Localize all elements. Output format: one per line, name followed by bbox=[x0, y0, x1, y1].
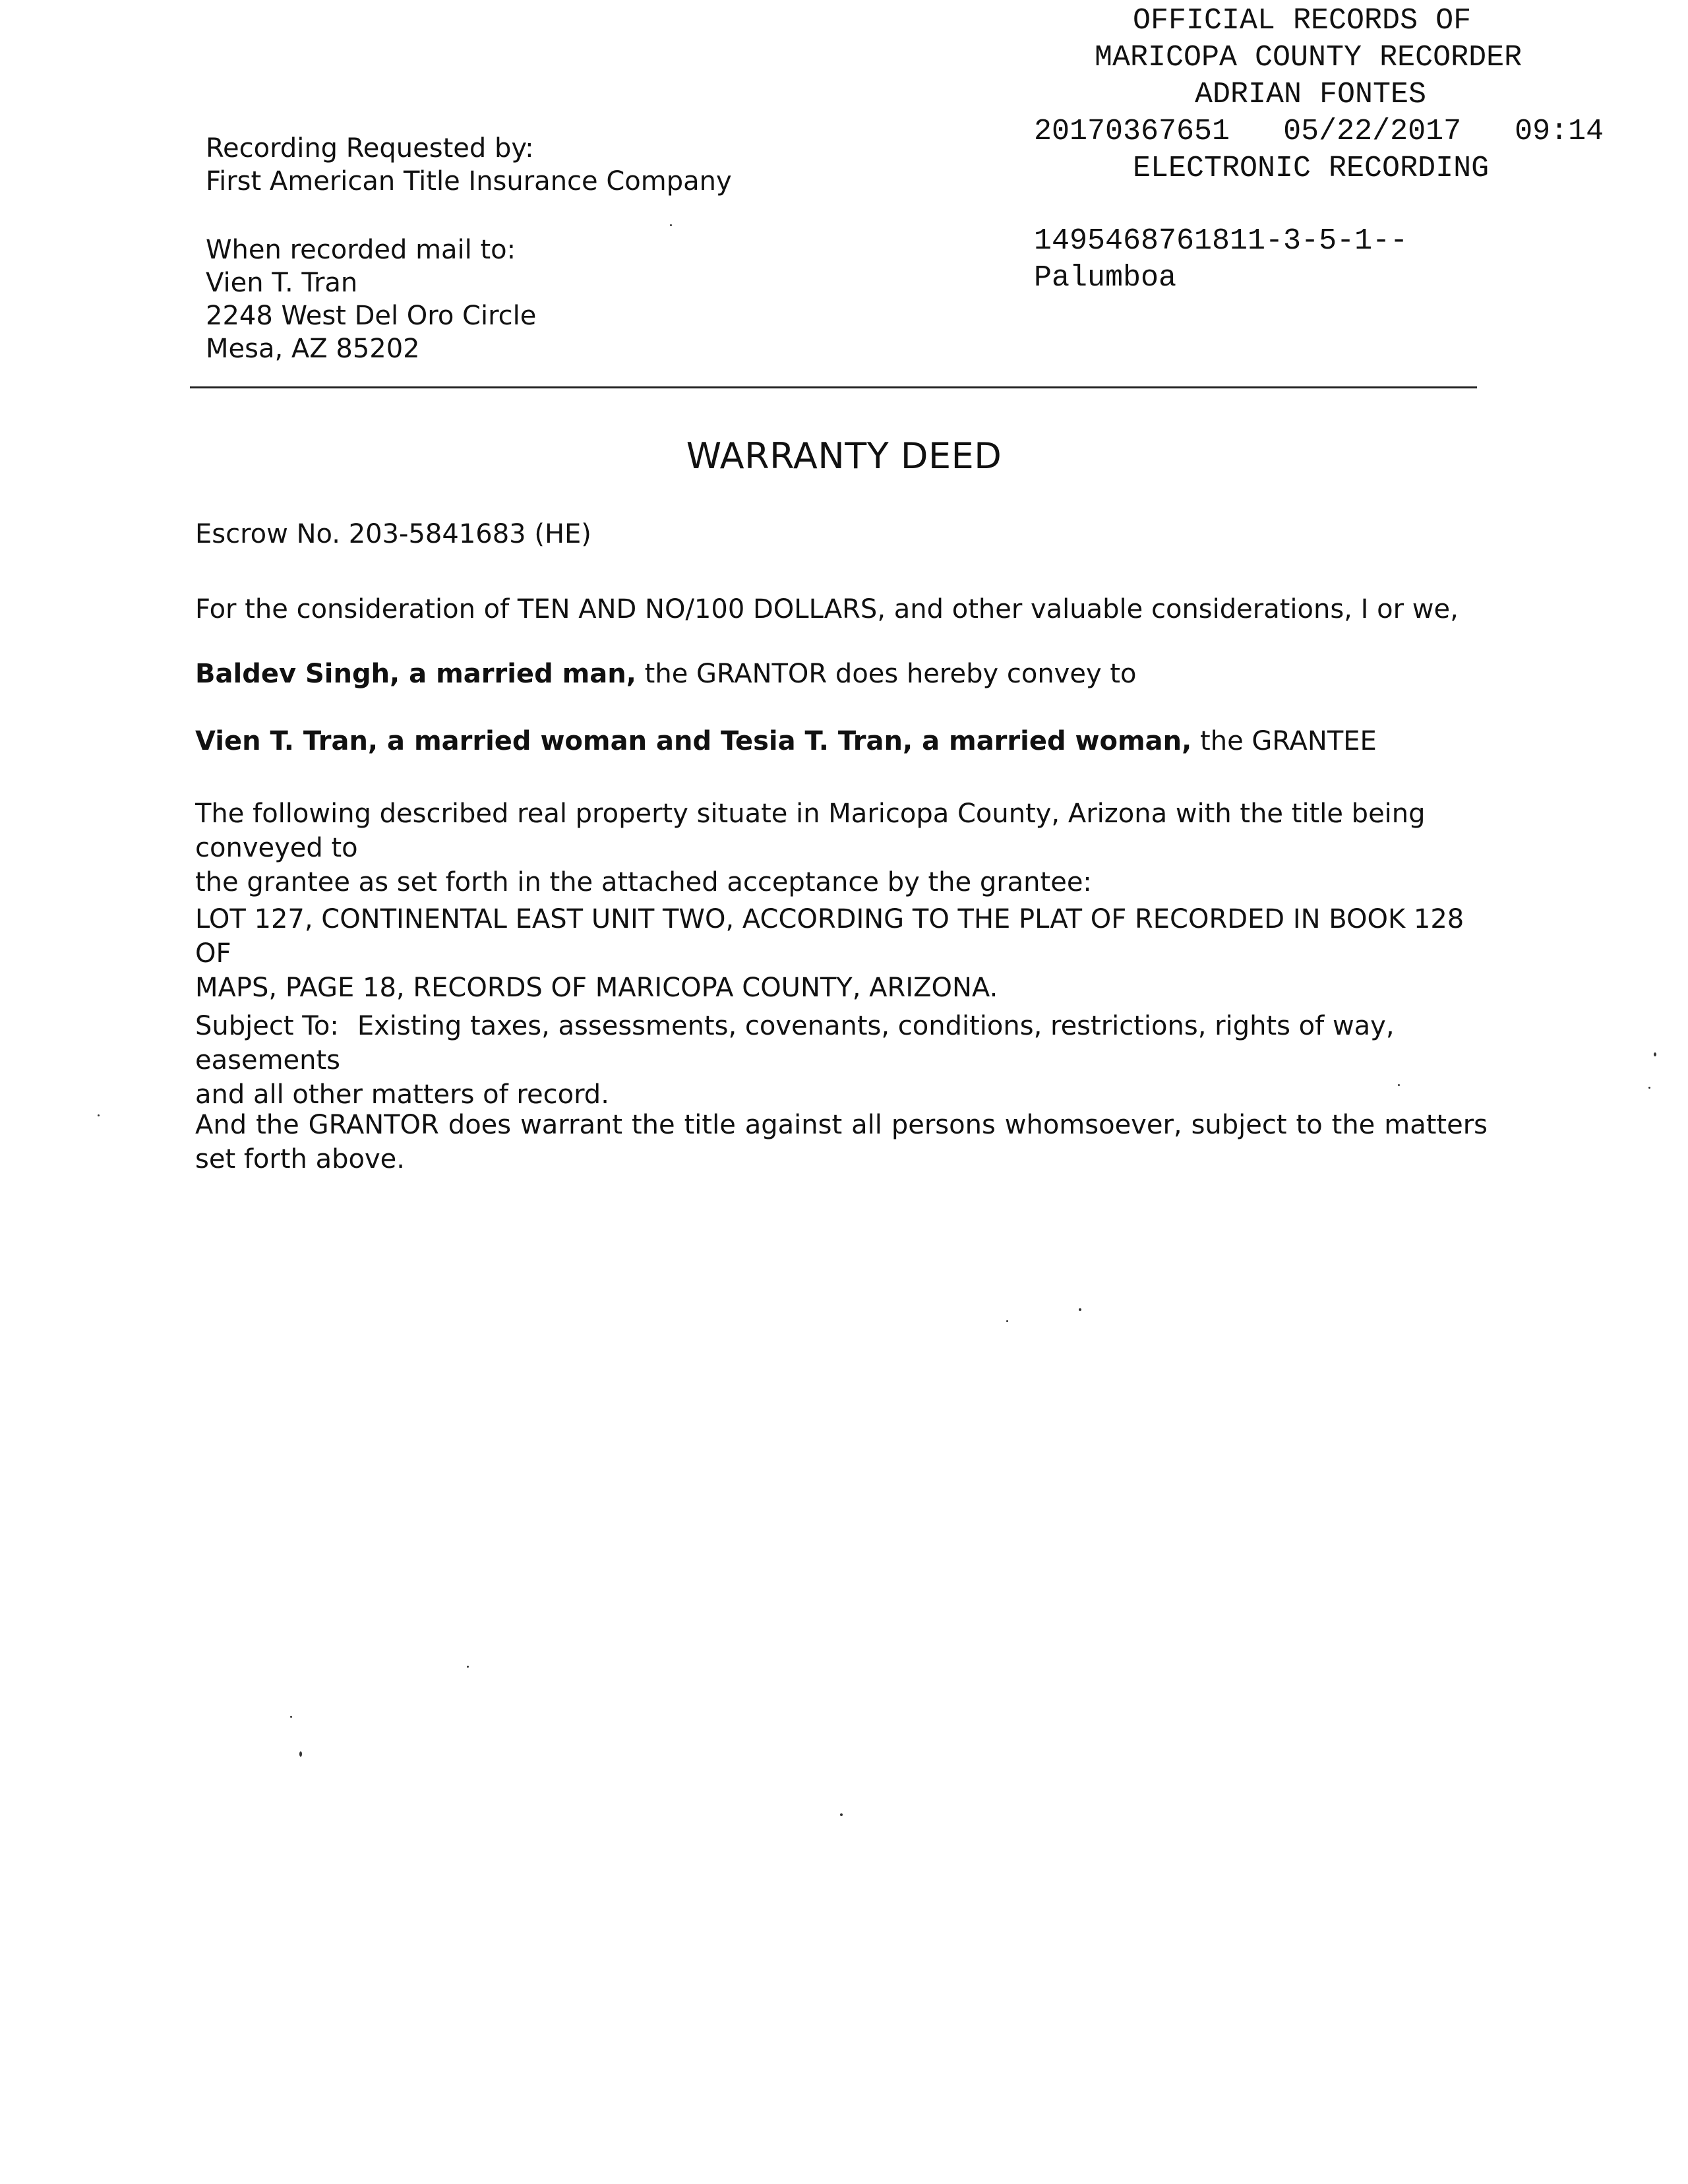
recorder-stamp bbox=[1015, 3, 1675, 187]
scan-speck bbox=[670, 224, 672, 226]
mail-to-block bbox=[206, 233, 536, 365]
scan-speck bbox=[1654, 1052, 1656, 1056]
subject-to-line-1: Existing taxes, assessments, covenants, conditions, restrictions, rights of way, easements bbox=[195, 1011, 1395, 1076]
batch-name: Palumboa bbox=[1034, 261, 1177, 295]
legal-description bbox=[195, 902, 1488, 1005]
scan-speck bbox=[840, 1813, 843, 1816]
warranty-clause: And the GRANTOR does warrant the title against all persons whomsoever, subject to the matters set forth above. bbox=[195, 1110, 1488, 1174]
batch-id: 1495468761811-3-5-1-- bbox=[1034, 224, 1408, 258]
grantee-text: the GRANTEE bbox=[1191, 726, 1377, 756]
stamp-line-electronic: ELECTRONIC RECORDING bbox=[1133, 152, 1490, 185]
record-number: 20170367651 bbox=[1034, 115, 1230, 148]
property-description-intro bbox=[195, 797, 1488, 899]
legal-line-2: MAPS, PAGE 18, RECORDS OF MARICOPA COUNTY, ARIZONA. bbox=[195, 973, 998, 1003]
mail-to-street: 2248 West Del Oro Circle bbox=[206, 301, 537, 331]
scan-speck bbox=[1079, 1308, 1081, 1311]
scan-speck bbox=[1398, 1084, 1400, 1086]
grantor-text: the GRANTOR does hereby convey to bbox=[636, 659, 1137, 689]
consideration-clause: For the consideration of TEN AND NO/100 DOLLARS, and other valuable considerations, I or we, bbox=[195, 594, 1459, 624]
stamp-line-official: OFFICIAL RECORDS OF bbox=[1133, 4, 1472, 38]
grantor-name: Baldev Singh, a married man, bbox=[195, 659, 636, 689]
stamp-line-recorder-name: ADRIAN FONTES bbox=[1195, 78, 1427, 111]
requested-label: Recording Requested by: bbox=[206, 133, 534, 164]
described-line-1: The following described real property situate in Maricopa County, Arizona with the title being conveyed to bbox=[195, 799, 1426, 863]
scan-speck bbox=[1648, 1087, 1650, 1089]
scan-speck bbox=[467, 1666, 469, 1668]
batch-info bbox=[1034, 223, 1408, 297]
scan-speck bbox=[299, 1751, 302, 1757]
described-line-2: the grantee as set forth in the attached acceptance by the grantee: bbox=[195, 867, 1092, 897]
recording-requested-block bbox=[206, 132, 732, 198]
header-divider bbox=[190, 386, 1477, 388]
scan-speck bbox=[290, 1716, 292, 1718]
subject-to-label: Subject To: bbox=[195, 1011, 339, 1041]
grantor-clause bbox=[195, 657, 1488, 691]
mail-to-city: Mesa, AZ 85202 bbox=[206, 334, 420, 364]
scan-speck bbox=[1006, 1320, 1008, 1322]
mail-to-label: When recorded mail to: bbox=[206, 235, 516, 265]
record-time: 09:14 bbox=[1515, 115, 1604, 148]
legal-line-1: LOT 127, CONTINENTAL EAST UNIT TWO, ACCORDING TO THE PLAT OF RECORDED IN BOOK 128 OF bbox=[195, 904, 1464, 969]
grantee-clause bbox=[195, 724, 1488, 758]
grantee-name: Vien T. Tran, a married woman and Tesia T. Tran, a married woman, bbox=[195, 726, 1192, 756]
requested-company: First American Title Insurance Company bbox=[206, 166, 732, 197]
subject-to-line-2: and all other matters of record. bbox=[195, 1079, 609, 1110]
stamp-line-record-info bbox=[1034, 113, 1675, 150]
mail-to-name: Vien T. Tran bbox=[206, 268, 358, 298]
subject-to-clause bbox=[195, 1009, 1488, 1112]
stamp-line-county: MARICOPA COUNTY RECORDER bbox=[1095, 41, 1522, 75]
record-date: 05/22/2017 bbox=[1283, 115, 1462, 148]
document-title: WARRANTY DEED bbox=[686, 435, 1002, 477]
scan-speck bbox=[98, 1114, 100, 1116]
escrow-number: Escrow No. 203-5841683 (HE) bbox=[195, 519, 591, 549]
